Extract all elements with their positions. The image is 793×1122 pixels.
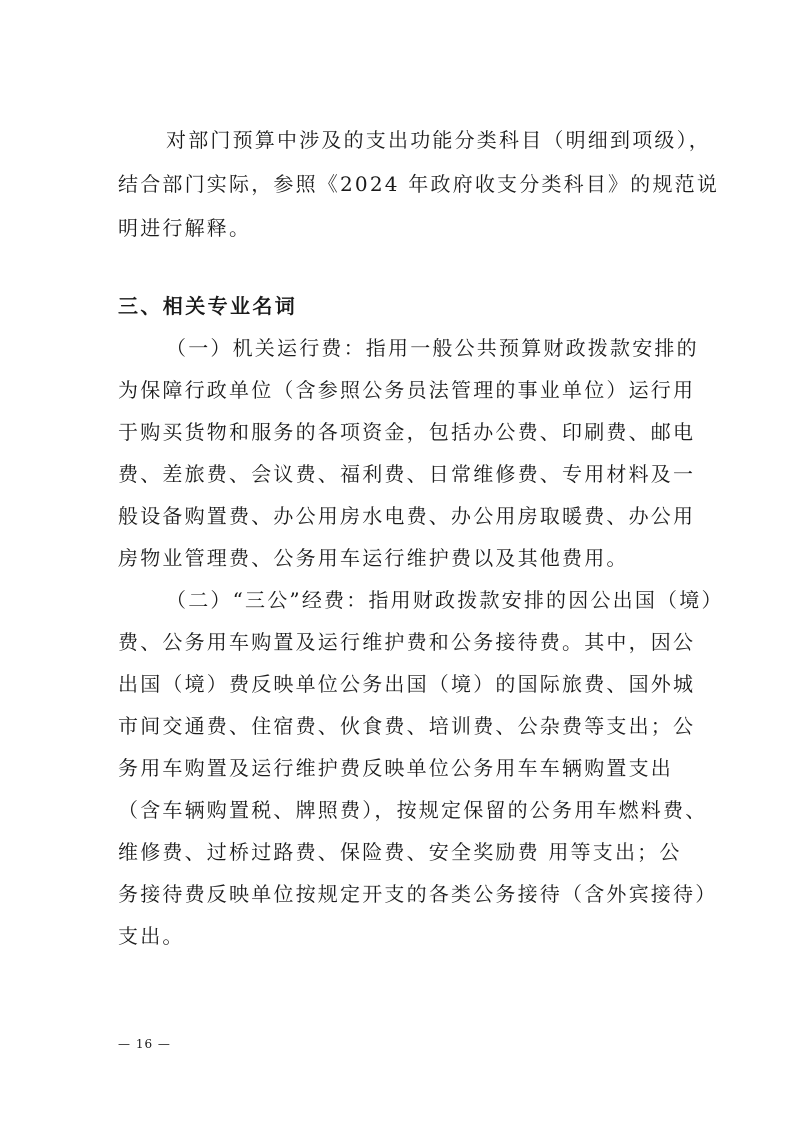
- paragraph1-line-2: 为保障行政单位（含参照公务员法管理的事业单位）运行用: [118, 378, 696, 402]
- paragraph2-line-4: 市间交通费、住宿费、伙食费、培训费、公杂费等支出；公: [118, 714, 696, 738]
- paragraph1-line-6: 房物业管理费、公务用车运行维护费以及其他费用。: [118, 546, 629, 570]
- paragraph2-line-3: 出国（境）费反映单位公务出国（境）的国际旅费、国外城: [118, 672, 696, 696]
- paragraph2-line-5: 务用车购置及运行维护费反映单位公务用车车辆购置支出: [118, 756, 673, 780]
- paragraph2-line-7: 维修费、过桥过路费、保险费、安全奖励费 用等支出；公: [118, 840, 682, 864]
- intro-line-2: 结合部门实际，参照《2024 年政府收支分类科目》的规范说: [118, 172, 720, 196]
- paragraph2-line-2: 费、公务用车购置及运行维护费和公务接待费。其中，因公: [118, 630, 696, 654]
- intro-line-1: 对部门预算中涉及的支出功能分类科目（明细到项级），: [166, 128, 711, 152]
- paragraph1-line-4: 费、差旅费、会议费、福利费、日常维修费、专用材料及一: [118, 462, 696, 486]
- paragraph1-line-5: 般设备购置费、办公用房水电费、办公用房取暖费、办公用: [118, 504, 696, 528]
- paragraph2-line-6: （含车辆购置税、牌照费），按规定保留的公务用车燃料费、: [118, 798, 708, 822]
- paragraph1-line-3: 于购买货物和服务的各项资金，包括办公费、印刷费、邮电: [118, 420, 696, 444]
- paragraph2-line-1: （二）“三公”经费：指用财政拨款安排的因公出国（境）: [166, 588, 724, 612]
- intro-line-3: 明进行解释。: [118, 216, 252, 240]
- paragraph2-line-9: 支出。: [118, 924, 185, 948]
- paragraph1-line-1: （一）机关运行费：指用一般公共预算财政拨款安排的: [166, 336, 699, 360]
- paragraph2-line-8: 务接待费反映单位按规定开支的各类公务接待（含外宾接待）: [118, 882, 718, 906]
- page-number: — 16 —: [118, 1037, 171, 1051]
- section-heading: 三、相关专业名词: [118, 294, 298, 318]
